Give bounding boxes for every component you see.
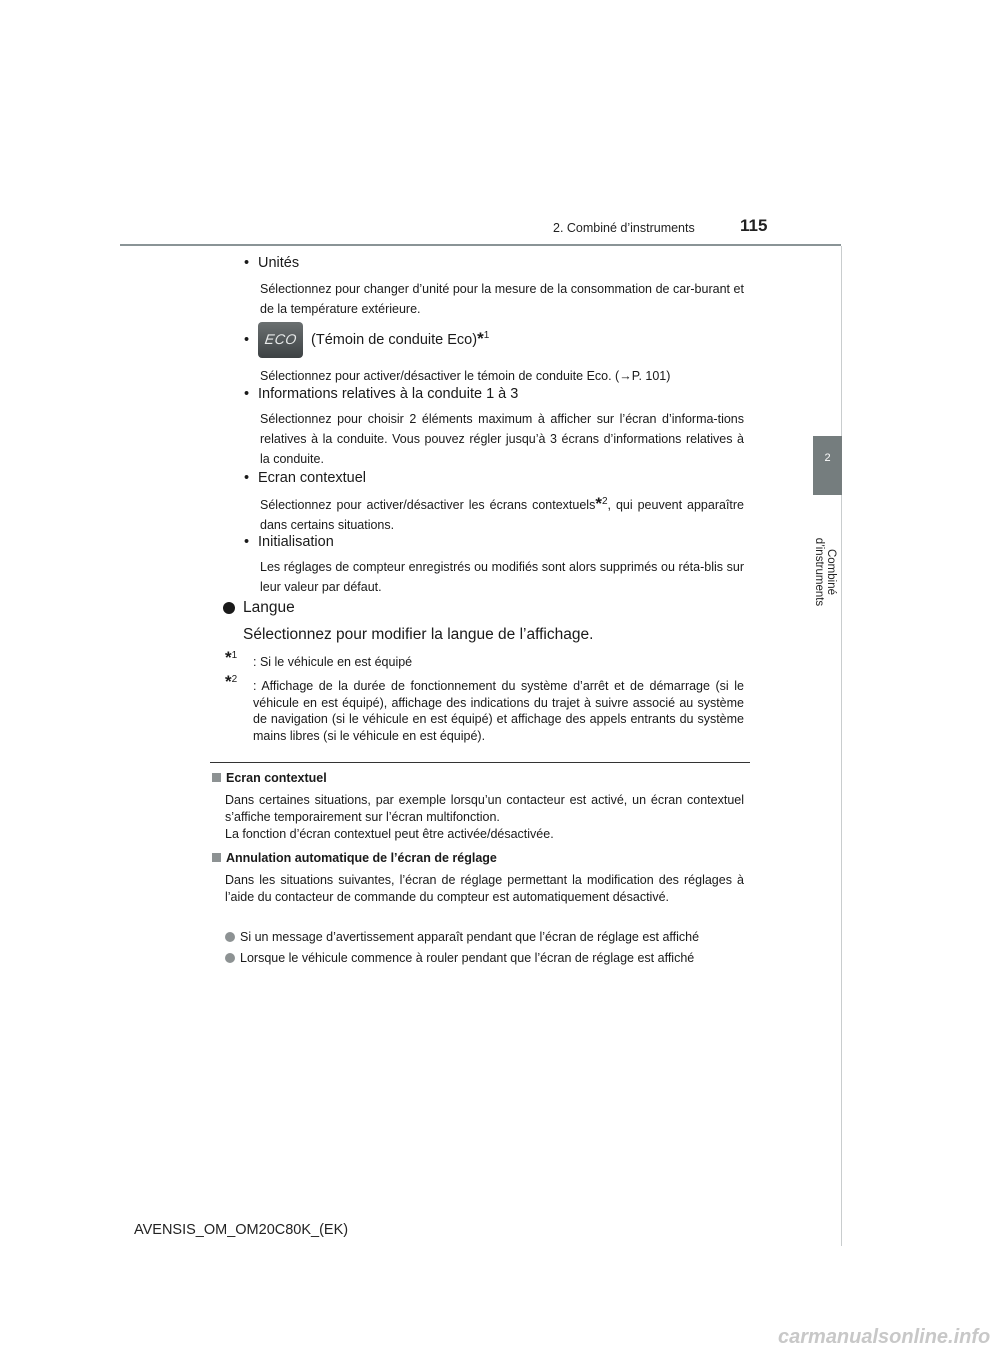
doc-id: AVENSIS_OM_OM20C80K_(EK)	[134, 1222, 349, 1238]
item-popup-desc: Sélectionnez pour activer/désactiver les écrans contextuels*$^2$, qui peuvent apparaître dans certains situations.	[260, 494, 744, 533]
item-eco-title: (Témoin de conduite Eco)	[311, 331, 478, 348]
header-rule	[120, 244, 841, 246]
item-popup-title: Ecran contextuel	[258, 470, 367, 486]
item-units: • Unités	[244, 255, 300, 271]
note-auto-cancel-p1: Dans les situations suivantes, l’écran de réglage permettant la modification des réglages à l’aide du contacteur de commande du compteur est automatiquement désactivé.	[225, 873, 744, 904]
chapter-tab[interactable]	[813, 436, 842, 495]
square-bullet-icon	[212, 853, 221, 862]
item-popup: • Ecran contextuel	[244, 470, 367, 486]
page-number: 115	[740, 216, 768, 235]
section-title: 2. Combiné d’instruments	[553, 221, 695, 235]
item-reset-title: Initialisation	[258, 534, 334, 550]
language-desc: Sélectionnez pour modifier la langue de l’affichage.	[243, 626, 594, 643]
square-bullet-icon	[212, 773, 221, 782]
note-auto-cancel-b1: Si un message d’avertissement apparaît pendant que l’écran de réglage est affiché	[225, 930, 699, 944]
item-units-desc: Sélectionnez pour changer d’unité pour la mesure de la consommation de car-burant et de la température extérieure.	[260, 282, 744, 316]
circle-bullet-icon	[225, 932, 235, 942]
circle-bullet-icon	[225, 953, 235, 963]
item-drive-info: • Informations relatives à la conduite 1 à 3	[244, 386, 519, 402]
note-popup-p2: La fonction d’écran contextuel peut être activée/désactivée.	[225, 827, 554, 841]
note-popup-p1: Dans certaines situations, par exemple lorsqu’un contacteur est activé, un écran contextuel s’affiche temporairement sur l’écran multifonction.	[225, 793, 744, 824]
footnote-1: : Si le véhicule en est équipé	[253, 655, 413, 669]
side-divider	[841, 246, 842, 1246]
section-separator	[210, 762, 750, 763]
chapter-label: Combiné d’instruments	[813, 537, 837, 607]
footnote-2-mark: *$^2$	[225, 672, 238, 691]
arrow-icon: →	[619, 369, 632, 383]
item-eco-desc: Sélectionnez pour activer/désactiver le témoin de conduite Eco. (→P. 101)	[260, 369, 671, 383]
item-drive-info-desc: Sélectionnez pour choisir 2 éléments maximum à afficher sur l’écran d’informa-tions relatives à la conduite. Vous pouvez régler jusqu’à 3 écrans d’informations relatives à la conduite.	[260, 412, 744, 466]
language-bullet-icon	[223, 602, 235, 614]
page-ref-link[interactable]: P. 101)	[631, 369, 671, 383]
language-title: Langue	[243, 599, 295, 616]
footnote-2: : Affichage de la durée de fonctionnement du système d’arrêt et de démarrage (si le véhicule en est équipé), affichage des indications du trajet à suivre associé au système de navigation (si le véhicule en est équipé) et affichage des appels entrants du système mains libres (si le véhicule en est équipé).	[253, 679, 744, 743]
eco-icon: ECO	[258, 322, 303, 358]
note-auto-cancel-heading: Annulation automatique de l’écran de réglage	[212, 851, 497, 865]
item-reset: • Initialisation	[244, 534, 334, 550]
item-reset-desc: Les réglages de compteur enregistrés ou modifiés sont alors supprimés ou réta-blis sur leur valeur par défaut.	[260, 560, 744, 594]
item-units-title: Unités	[258, 255, 300, 271]
watermark: carmanualsonline.info	[778, 1326, 990, 1348]
note-auto-cancel-b2: Lorsque le véhicule commence à rouler pendant que l’écran de réglage est affiché	[225, 951, 694, 965]
item-eco: • ECO (Témoin de conduite Eco)*$^1$	[244, 322, 489, 358]
footnote-1-mark: *$^1$	[225, 648, 238, 667]
item-drive-info-title: Informations relatives à la conduite 1 à 3	[258, 386, 519, 402]
chapter-number: 2	[824, 452, 831, 464]
note-popup-heading: Ecran contextuel	[212, 771, 327, 785]
